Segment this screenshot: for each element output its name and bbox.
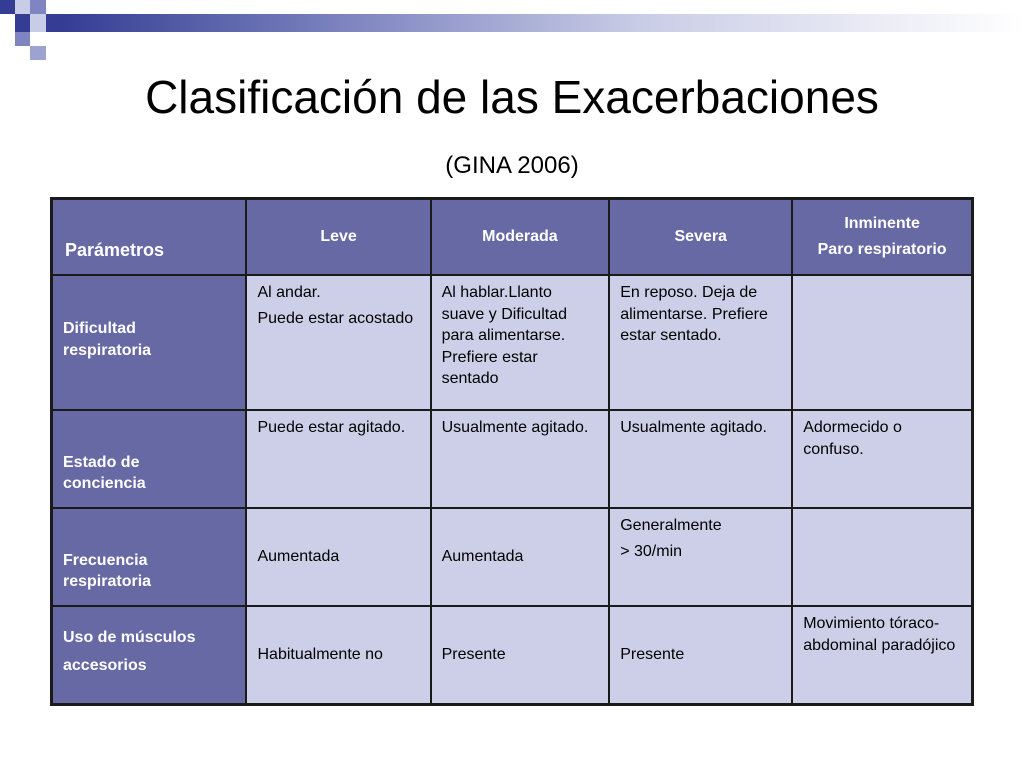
decor-square (15, 14, 30, 32)
param-line: conciencia (63, 475, 146, 493)
cell-inminente: Movimiento tóraco-abdominal paradójico (792, 606, 972, 705)
table-row (52, 606, 973, 705)
decor-square (15, 0, 30, 14)
decor-square (15, 32, 30, 46)
cell-moderada: Usualmente agitado. (431, 410, 610, 508)
param-line: respiratoria (63, 573, 152, 591)
row-param (52, 275, 247, 410)
param-line: Uso de músculos (63, 629, 196, 647)
cell-moderada: Al hablar.Llanto suave y Dificultad para alimentarse. Prefiere estar sentado (431, 275, 610, 410)
cell-leve: Aumentada (246, 508, 430, 606)
cell-inminente (792, 508, 972, 606)
cell-line: Generalmente (620, 517, 722, 534)
decor-square (30, 0, 46, 14)
header-severa: Severa (609, 199, 792, 276)
param-line: Dificultad (63, 319, 136, 337)
header-parametros: Parámetros (52, 199, 247, 276)
decor-square (30, 32, 46, 46)
cell-leve: Puede estar agitado. (246, 410, 430, 508)
slide-subtitle: (GINA 2006) (445, 152, 579, 179)
header-inminente (792, 199, 972, 276)
table-row (52, 410, 973, 508)
table-row (52, 508, 973, 606)
cell-moderada: Presente (431, 606, 610, 705)
cell-severa: Usualmente agitado. (609, 410, 792, 508)
decor-square (46, 0, 62, 14)
cell-inminente (792, 275, 972, 410)
table-header-row (52, 199, 973, 276)
decor-square (0, 14, 15, 32)
decor-square (30, 46, 46, 60)
cell-leve (246, 275, 430, 410)
decor-square (46, 14, 62, 32)
param-line: Frecuencia (63, 551, 148, 569)
cell-severa: Presente (609, 606, 792, 705)
decor-square (30, 14, 46, 32)
param-line: respiratoria (63, 341, 152, 359)
cell-leve: Habitualmente no (246, 606, 430, 705)
header-inminente-line1: Inminente (844, 215, 920, 233)
cell-line: > 30/min (620, 542, 683, 560)
row-param (52, 508, 247, 606)
decor-square (0, 0, 15, 14)
cell-inminente: Adormecido o confuso. (792, 410, 972, 508)
cell-line: Al andar. (257, 284, 321, 301)
header-inminente-line2: Paro respiratorio (817, 241, 947, 258)
cell-severa (609, 508, 792, 606)
header-moderada: Moderada (431, 199, 610, 276)
row-param (52, 410, 247, 508)
header-band (62, 14, 1024, 32)
cell-moderada: Aumentada (431, 508, 610, 606)
slide-title: Clasificación de las Exacerbaciones (145, 71, 879, 123)
cell-severa: En reposo. Deja de alimentarse. Prefiere estar sentado. (609, 275, 792, 410)
table-row (52, 275, 973, 410)
exacerbation-table (50, 197, 974, 706)
param-line: accesorios (63, 657, 147, 674)
row-param (52, 606, 247, 705)
cell-line: Puede estar acostado (257, 309, 414, 327)
header-leve: Leve (246, 199, 430, 276)
param-line: Estado de (63, 453, 140, 471)
